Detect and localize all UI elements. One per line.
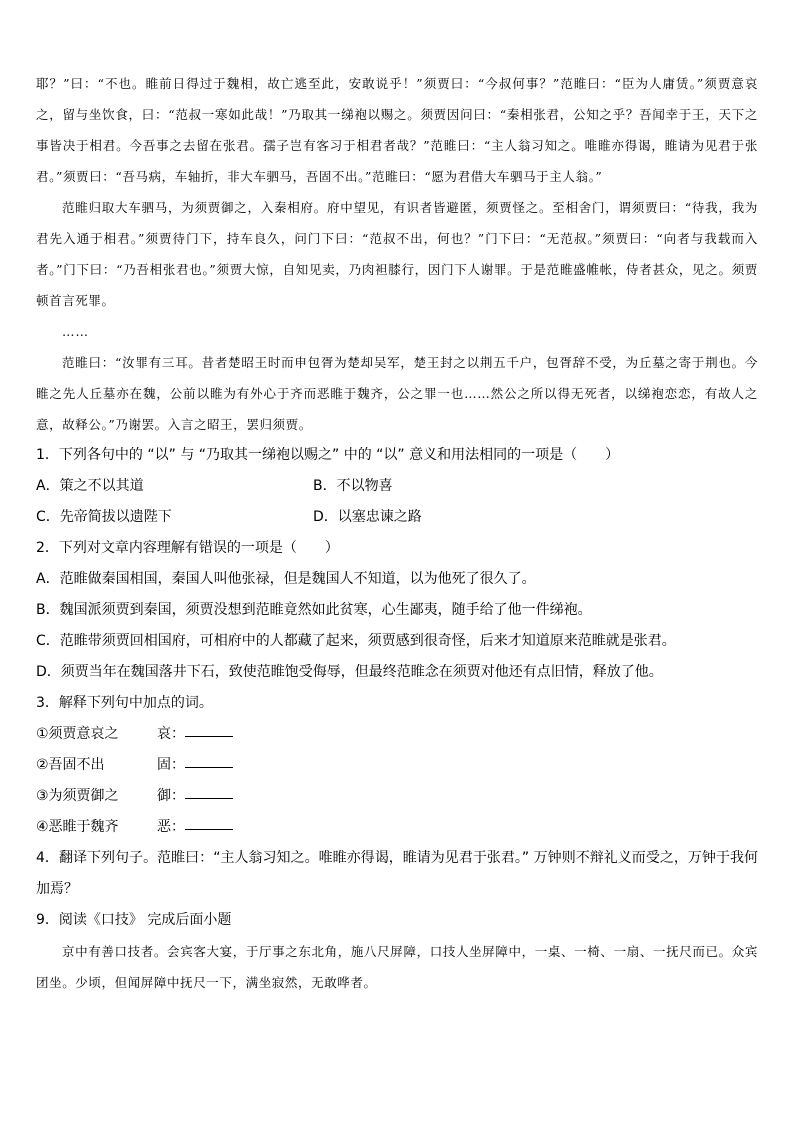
question-1-option-d: D．以塞忠谏之路 (313, 509, 422, 525)
question-3-label: 哀： (157, 726, 185, 742)
question-2-option-c: C．范睢带须贾回相国府，可相府中的人都藏了起来，须贾感到很奇怪，后来才知道原来范睢就是张君。 (36, 633, 676, 649)
question-2-stem: 2．下列对文章内容理解有错误的一项是（ ） (36, 540, 339, 556)
question-1-option-b: B．不以物喜 (313, 478, 393, 494)
question-3-label: 恶： (157, 819, 185, 835)
question-1-options-row-2 (36, 502, 758, 533)
question-4-stem: 4．翻译下列句子。范睢曰：“主人翁习知之。唯睢亦得谒，睢请为见君于张君。” 万钟则不辩礼义而受之，万钟于我何加焉？ (36, 850, 758, 897)
question-1-option-c: C．先帝简拔以遗陛下 (36, 509, 172, 525)
question-3-phrase: ①须贾意哀之 (36, 726, 119, 742)
question-2-option-a: A．范睢做秦国相国，秦国人叫他张禄，但是魏国人不知道，以为他死了很久了。 (36, 571, 536, 587)
answer-blank[interactable] (185, 719, 233, 737)
question-3-item-4 (36, 812, 758, 843)
passage-paragraph-2: 范睢归取大车驷马，为须贾御之，入秦相府。府中望见，有识者皆避匿，须贾怪之。至相舍门，谓须贾曰：“待我，我为君先入通于相君。”须贾待门下，持车良久，问门下曰：“范叔不出，何也？”门下曰：“无范叔。”须贾曰：“向者与我载而入者。”门下曰：“乃吾相张君也。”须贾大惊，自知见卖，乃肉袒膝行，因门下人谢罪。于是范睢盛帷帐，侍者甚众，见之。须贾顿首言死罪。 (36, 200, 758, 308)
question-1-option-a: A．策之不以其道 (36, 478, 144, 494)
question-2-option-d: D．须贾当年在魏国落井下石，致使范睢饱受侮辱，但最终范睢念在须贾对他还有点旧情，释放了他。 (36, 664, 663, 680)
question-3-label: 固： (157, 757, 185, 773)
passage-paragraph-1: 耶？”曰：“不也。睢前日得过于魏相，故亡逃至此，安敢说乎！”须贾曰：“今叔何事？”范睢曰：“臣为人庸赁。”须贾意哀之，留与坐饮食，曰：“范叔一寒如此哉！”乃取其一绨袍以赐之。须贾因问曰：“秦相张君，公知之乎？吾闻幸于王，天下之事皆决于相君。今吾事之去留在张君。孺子岂有客习于相君者哉？”范睢曰：“主人翁习知之。唯睢亦得谒，睢请为见君于张君。”须贾曰：“吾马病，车轴折，非大车驷马，吾固不出。”范睢曰：“愿为君借大车驷马于主人翁。” (36, 76, 758, 184)
question-1-stem: 1．下列各句中的 “以” 与 “乃取其一绨袍以赐之” 中的 “以” 意义和用法相同的一项是（ ） (36, 447, 620, 463)
question-3-phrase: ④恶睢于魏齐 (36, 819, 119, 835)
question-3-item-1 (36, 719, 758, 750)
passage-ellipsis: …… (62, 324, 89, 339)
kouji-passage: 京中有善口技者。会宾客大宴，于厅事之东北角，施八尺屏障，口技人坐屏障中，一桌、一椅、一扇、一抚尺而已。众宾团坐。少顷，但闻屏障中抚尺一下，满坐寂然，无敢哗者。 (36, 944, 758, 990)
question-3-phrase: ②吾固不出 (36, 757, 105, 773)
question-3-phrase: ③为须贾御之 (36, 788, 119, 804)
question-3-label: 御： (157, 788, 185, 804)
question-2-option-b: B．魏国派须贾到秦国，须贾没想到范睢竟然如此贫寒，心生鄙夷，随手给了他一件绨袍。 (36, 602, 592, 618)
answer-blank[interactable] (185, 750, 233, 768)
question-1-options-row-1 (36, 471, 758, 502)
passage-paragraph-3: 范睢曰：“汝罪有三耳。昔者楚昭王时而申包胥为楚却吴军，楚王封之以荆五千户，包胥辞不受，为丘墓之寄于荆也。今睢之先人丘墓亦在魏，公前以睢为有外心于齐而恶睢于魏齐，公之罪一也……然公之所以得无死者，以绨袍恋恋，有故人之意，故释公。”乃谢罢。入言之昭王，罢归须贾。 (36, 355, 758, 432)
answer-blank[interactable] (185, 781, 233, 799)
exam-page (36, 68, 758, 998)
question-3-item-3 (36, 781, 758, 812)
question-9-stem: 9．阅读《口技》 完成后面小题 (36, 912, 232, 928)
answer-blank[interactable] (185, 812, 233, 830)
question-3-stem: 3．解释下列句中加点的词。 (36, 695, 213, 711)
question-3-item-2 (36, 750, 758, 781)
